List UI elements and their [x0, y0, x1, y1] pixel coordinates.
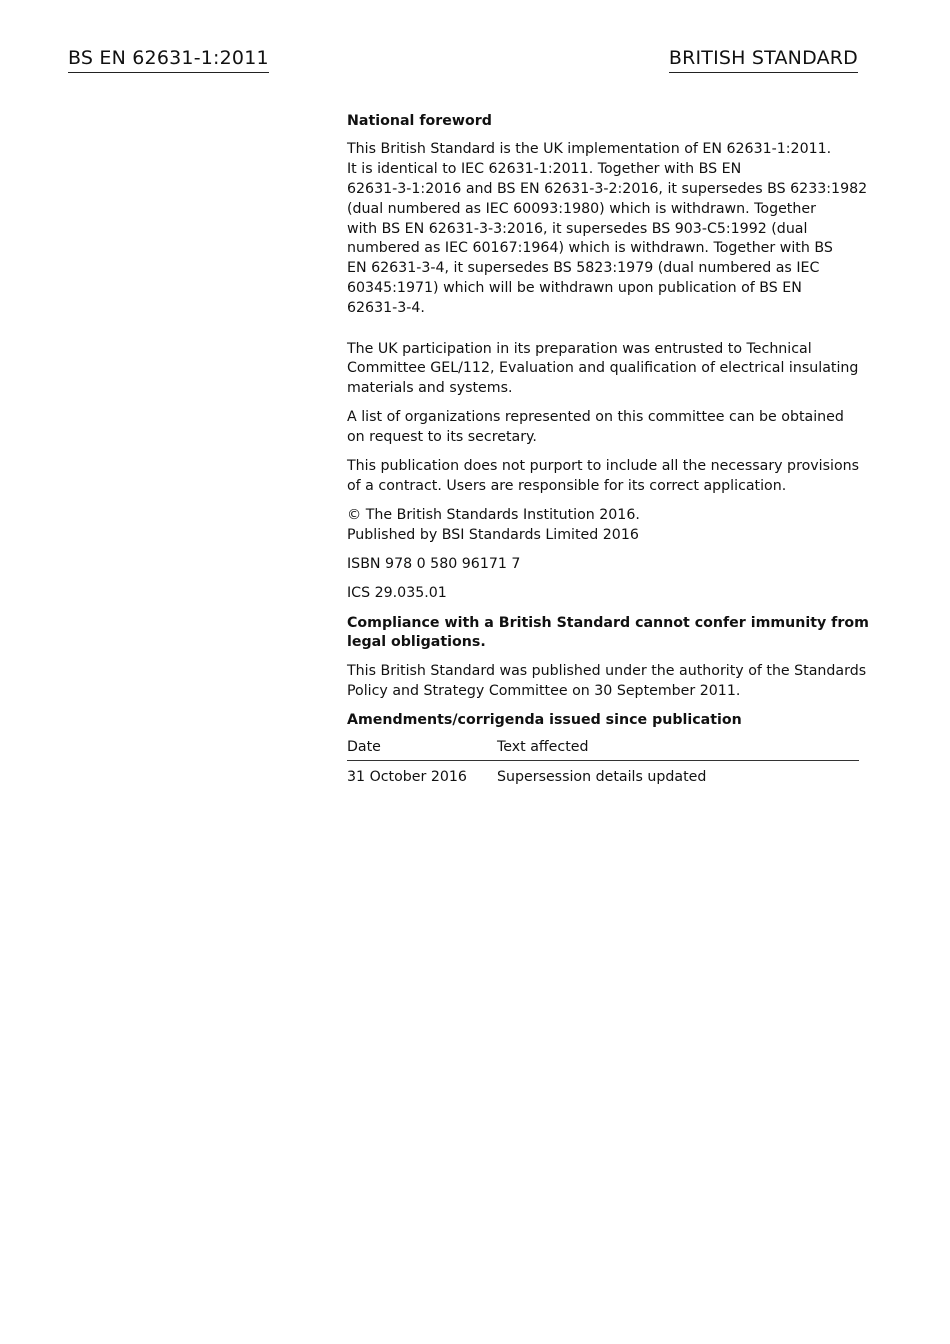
foreword-paragraph-provisions: [347, 457, 859, 497]
text-line: The UK participation in its preparation was entrusted to Technical: [347, 340, 812, 357]
text-line: 60345:1971) which will be withdrawn upon publication of BS EN: [347, 279, 802, 296]
isbn-number: ISBN 978 0 580 96171 7: [347, 556, 521, 573]
text-line: Compliance with a British Standard cannot confer immunity from: [347, 614, 869, 631]
compliance-statement: [347, 614, 869, 654]
foreword-paragraph-implementation: [347, 140, 868, 318]
column-header-date: Date: [347, 738, 497, 760]
text-line: This publication does not purport to include all the necessary provisions: [347, 458, 860, 475]
document-number: BS EN 62631-1:2011: [68, 46, 269, 73]
text-line: 62631-3-4.: [347, 299, 425, 316]
text-line: EN 62631-3-4, it supersedes BS 5823:1979 (dual numbered as IEC: [347, 260, 820, 277]
table-header-row: [347, 738, 859, 760]
text-line: materials and systems.: [347, 380, 513, 397]
text-line: (dual numbered as IEC 60093:1980) which is withdrawn. Together: [347, 200, 816, 217]
ics-number: ICS 29.035.01: [347, 585, 447, 602]
table-row: [347, 761, 859, 788]
text-line: 62631-3-1:2016 and BS EN 62631-3-2:2016, it supersedes BS 6233:1982: [347, 180, 868, 197]
amendments-table: [347, 738, 859, 788]
authority-statement: [347, 662, 867, 702]
foreword-section: [347, 112, 869, 788]
text-line: This British Standard is the UK implementation of EN 62631-1:2011.: [347, 141, 832, 158]
column-header-text-affected: Text affected: [497, 738, 859, 760]
text-line: It is identical to IEC 62631-1:2011. Together with BS EN: [347, 161, 742, 178]
text-line: © The British Standards Institution 2016.: [347, 507, 640, 524]
text-line: numbered as IEC 60167:1964) which is withdrawn. Together with BS: [347, 240, 833, 257]
copyright-notice: [347, 506, 859, 546]
foreword-paragraph-committee: [347, 340, 859, 399]
standard-type-label: BRITISH STANDARD: [669, 46, 858, 73]
text-line: Published by BSI Standards Limited 2016: [347, 527, 639, 544]
amendments-title: Amendments/corrigenda issued since publication: [347, 711, 742, 728]
text-line: Committee GEL/112, Evaluation and qualification of electrical insulating: [347, 360, 859, 377]
text-line: with BS EN 62631-3-3:2016, it supersedes BS 903-C5:1992 (dual: [347, 220, 808, 237]
text-line: A list of organizations represented on this committee can be obtained: [347, 409, 844, 426]
text-line: Policy and Strategy Committee on 30 September 2011.: [347, 682, 741, 699]
text-line: of a contract. Users are responsible for its correct application.: [347, 478, 787, 495]
foreword-title: National foreword: [347, 113, 492, 129]
foreword-paragraph-organizations: [347, 408, 859, 448]
text-line: This British Standard was published under the authority of the Standards: [347, 662, 867, 679]
text-line: legal obligations.: [347, 634, 486, 651]
text-line: on request to its secretary.: [347, 429, 537, 446]
amendment-date: 31 October 2016: [347, 769, 467, 786]
amendment-text: Supersession details updated: [497, 769, 707, 786]
